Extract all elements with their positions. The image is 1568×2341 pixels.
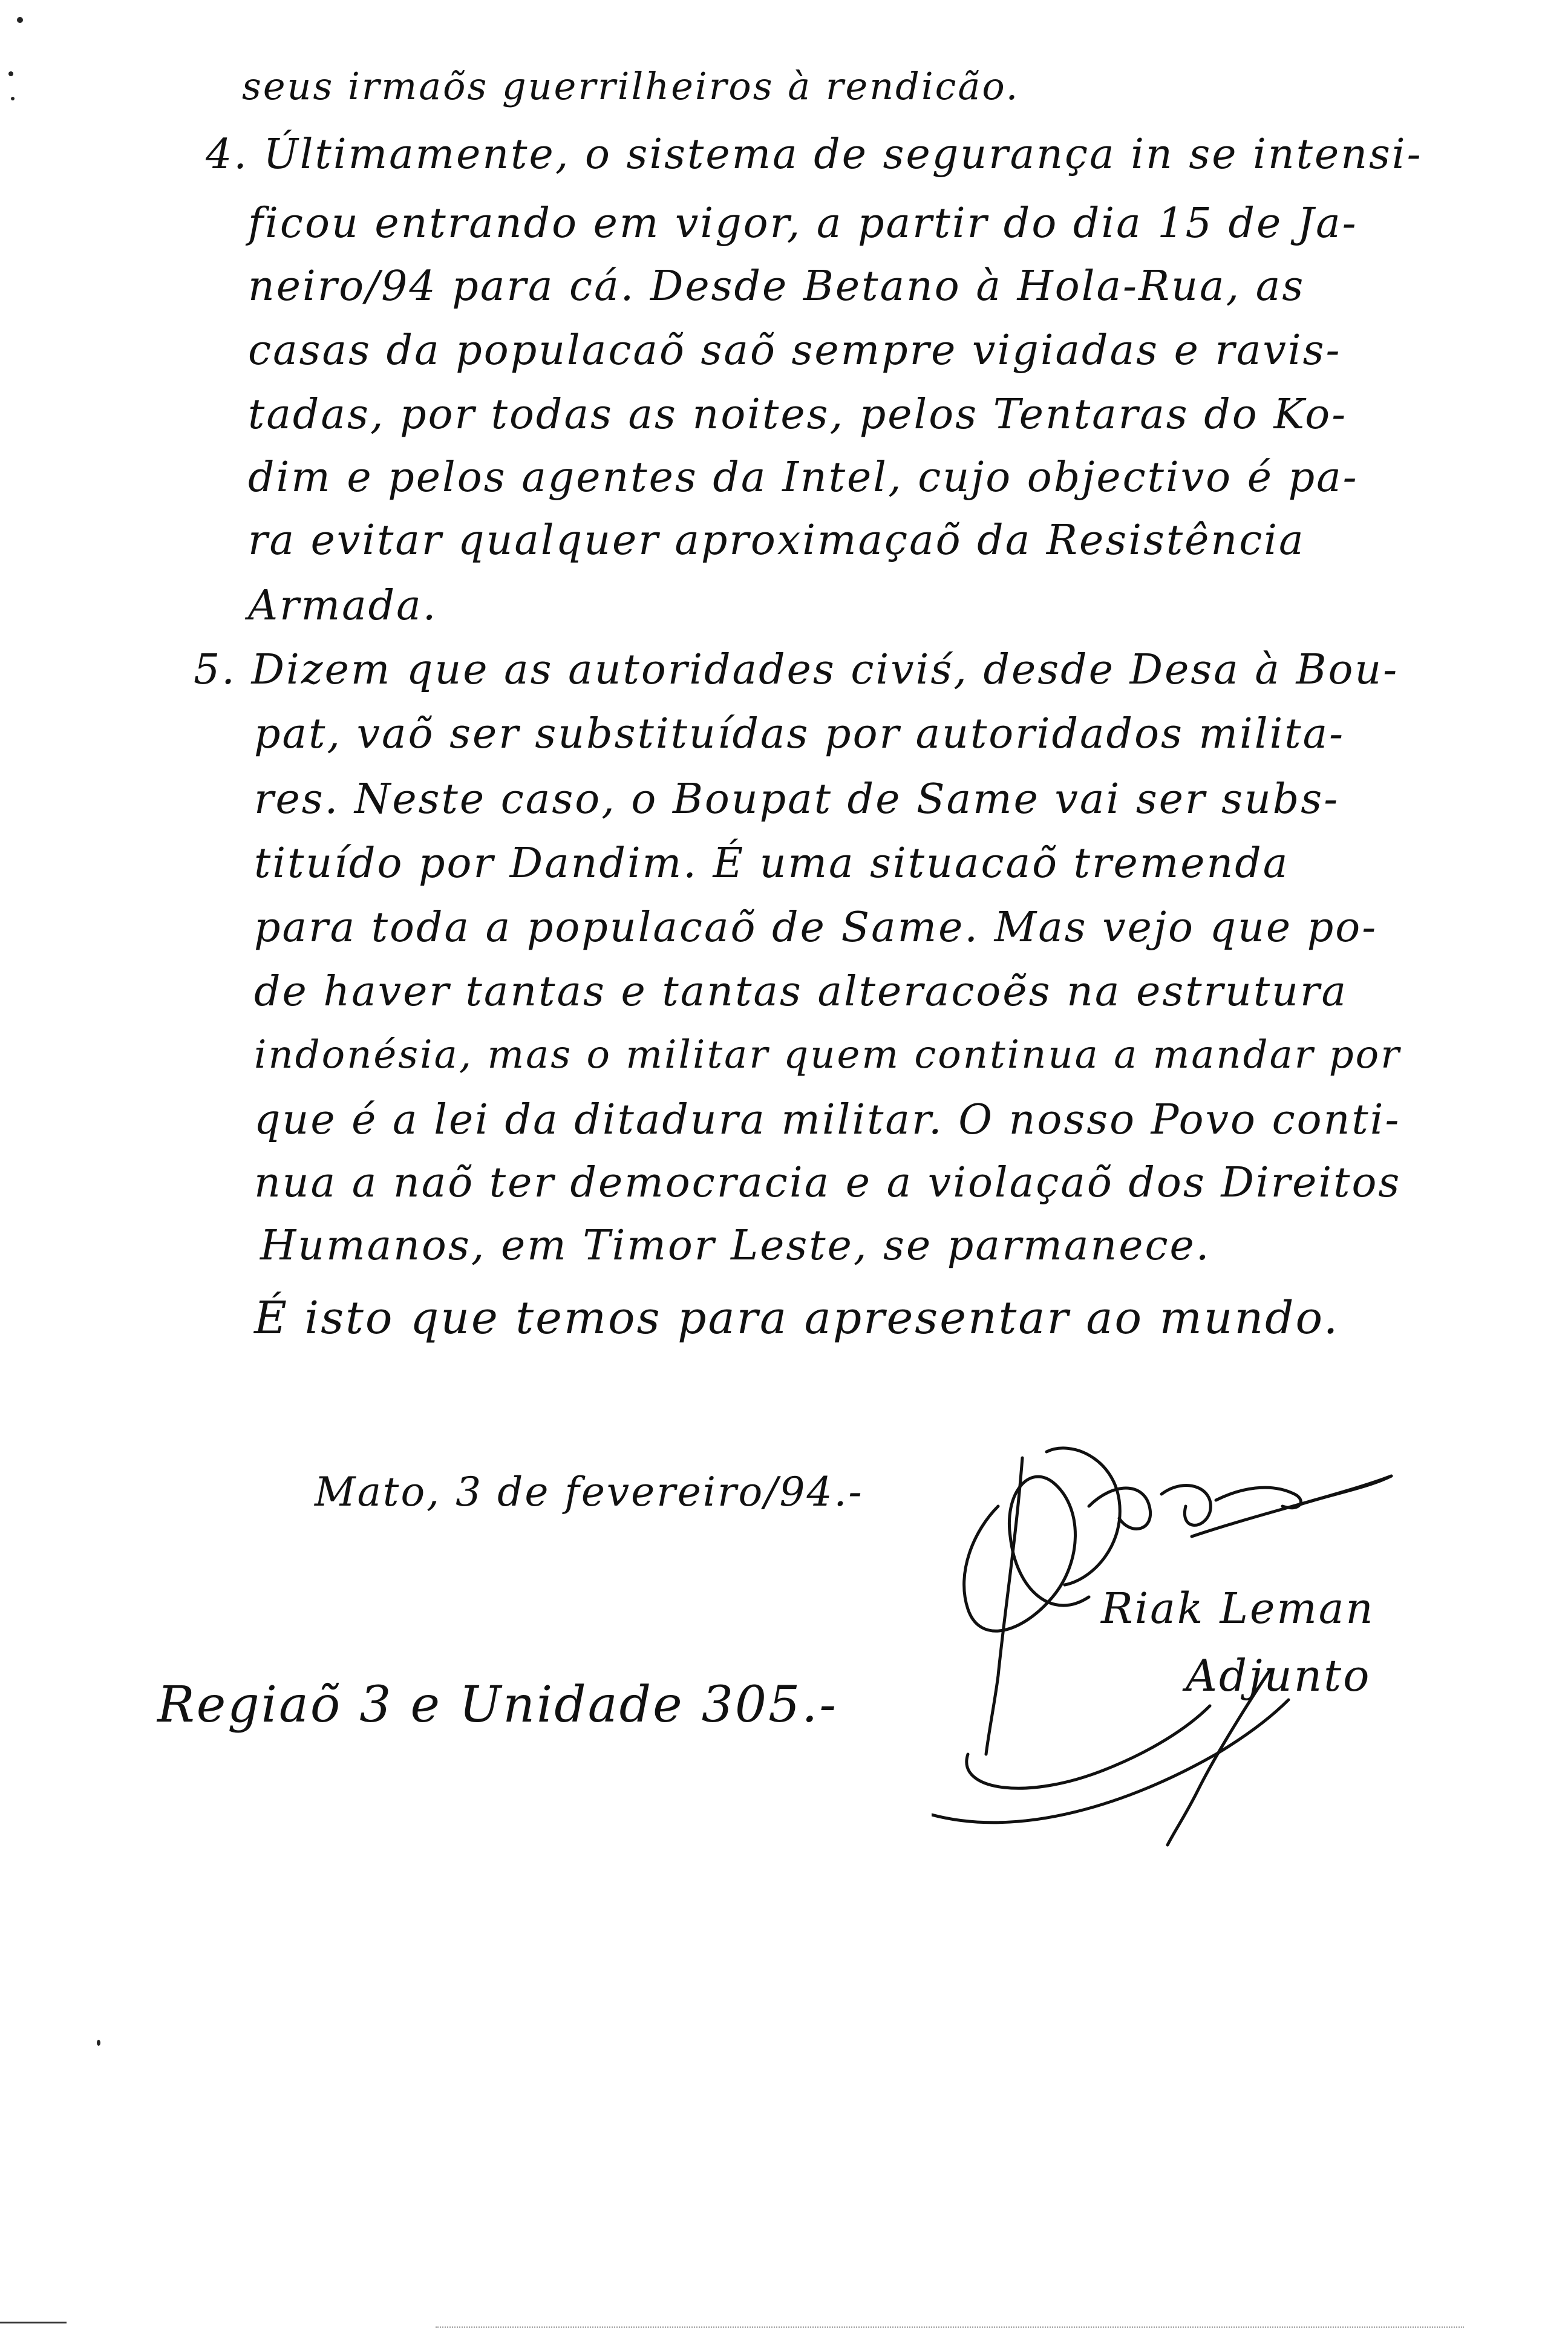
letter-line: que é a lei da ditadura militar. O nosso Povo conti-	[254, 1096, 1401, 1144]
scan-edge-dots	[436, 2326, 1464, 2329]
letter-line: É isto que temos para apresentar ao mundo.	[254, 1292, 1340, 1344]
letter-line: 4. Últimamente, o sistema de segurança in se intensi-	[206, 131, 1423, 178]
letter-line: Humanos, em Timor Leste, se parmanece.	[260, 1222, 1211, 1270]
letter-line: seus irmaõs guerrilheiros à rendicão.	[242, 64, 1020, 108]
signature-name: Riak Leman	[1101, 1584, 1375, 1633]
scan-edge-rule	[0, 2322, 67, 2323]
letter-line: 5. Dizem que as autoridades civiś, desde Desa à Bou-	[194, 646, 1399, 694]
scan-speck	[8, 71, 13, 76]
letter-line: dim e pelos agentes da Intel, cujo objectivo é pa-	[248, 454, 1359, 501]
scan-speck	[11, 97, 15, 100]
scan-speck	[97, 2040, 100, 2046]
letter-line: casas da populacaõ saõ sempre vigiadas e ravis-	[248, 327, 1342, 374]
letter-line: res. Neste caso, o Boupat de Same vai ser subs-	[254, 775, 1340, 823]
letter-line: indonésia, mas o militar quem continua a mandar por	[254, 1033, 1401, 1077]
letter-line: para toda a populacaõ de Same. Mas vejo que po-	[254, 904, 1378, 952]
letter-line: de haver tantas e tantas alteracoẽs na estrutura	[254, 968, 1348, 1016]
letter-line: ra evitar qualquer aproximaçaõ da Resistência	[248, 517, 1305, 564]
date-line: Mato, 3 de fevereiro/94.-	[315, 1469, 864, 1515]
letter-line: tadas, por todas as noites, pelos Tentaras do Ko-	[248, 391, 1348, 439]
signature-mark	[932, 1415, 1403, 1851]
signature-role: Adjunto	[1186, 1650, 1371, 1701]
letter-line: tituído por Dandim. É uma situacaõ tremenda	[254, 840, 1290, 887]
letter-line: nua a naõ ter democracia e a violaçaõ dos Direitos	[254, 1159, 1402, 1207]
region-line: Regiaõ 3 e Unidade 305.-	[157, 1676, 838, 1734]
letter-line: Armada.	[248, 582, 438, 630]
scan-speck	[17, 17, 23, 23]
letter-line: pat, vaõ ser substituídas por autoridados milita-	[254, 710, 1345, 758]
letter-line: neiro/94 para cá. Desde Betano à Hola-Rua, as	[248, 263, 1305, 310]
letter-line: ficou entrando em vigor, a partir do dia 15 de Ja-	[248, 200, 1358, 247]
